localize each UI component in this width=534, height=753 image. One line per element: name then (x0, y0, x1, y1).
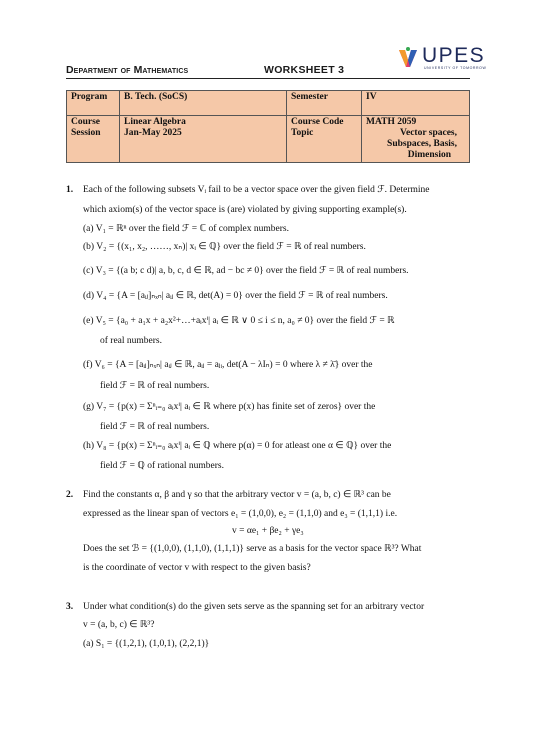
q2-line-1: Find the constants α, β and γ so that the arbitrary vector v = (a, b, c) ∈ ℝ³ can be (83, 490, 391, 500)
semester-value: IV (362, 91, 470, 116)
course-code-value: MATH 2059 (366, 117, 417, 127)
q1-part-c: (c) V₃ = {(a b; c d)| a, b, c, d ∈ ℝ, ad − bc ≠ 0} over the field ℱ = ℝ of real numbers. (83, 266, 409, 276)
course-session-labels (67, 116, 120, 163)
course-label: Course (71, 117, 101, 127)
q1-part-f-line-1: (f) V₆ = {A = [aᵢⱼ]ₙₓₙ| aᵢⱼ ∈ ℝ, aᵢⱼ = aⱼᵢ, det(A − λIₙ) = 0 where λ ≠ λ̄} over the (83, 360, 373, 370)
q1-stem-line-1: Each of the following subsets Vᵢ fail to be a vector space over the given field ℱ. Determine (83, 185, 430, 195)
header-divider (66, 78, 470, 79)
department-title: Department of Mathematics (66, 64, 189, 76)
course-session-values (120, 116, 287, 163)
course-info-table (66, 90, 470, 163)
upes-logo (396, 46, 502, 76)
question-3-number: 3. (66, 602, 74, 612)
upes-logo-mark-icon (396, 46, 420, 70)
q1-part-h-line-1: (h) V₈ = {p(x) = Σⁿᵢ₌₀ aᵢxⁱ| aᵢ ∈ ℚ where p(α) = 0 for atleast one α ∈ ℚ} over the (83, 441, 392, 451)
q1-part-e-line-1: (e) V₅ = {a₀ + a₁x + a₂x²+…+aᵢxⁱ| aᵢ ∈ ℝ ∨ 0 ≤ i ≤ n, a₀ ≠ 0} over the field ℱ = ℝ (83, 316, 395, 326)
logo-tagline: UNIVERSITY OF TOMORROW (424, 66, 487, 70)
course-value: Linear Algebra (124, 117, 186, 127)
q1-part-b: (b) V₂ = {(x₁, x₂, ……, xₙ)| xᵢ ∈ ℚ} over the field ℱ = ℝ of real numbers. (83, 242, 366, 252)
program-label: Program (67, 91, 120, 116)
q2-line-3: Does the set ℬ = {(1,0,0), (1,1,0), (1,1,1)} serve as a basis for the vector space ℝ³? What (83, 544, 422, 554)
q1-part-g-line-1: (g) V₇ = {p(x) = Σⁿᵢ₌₀ aᵢxⁱ| aᵢ ∈ ℝ where p(x) has finite set of zeros} over the (83, 402, 376, 412)
topic-value-1: Vector spaces, (400, 128, 457, 138)
q2-line-2: expressed as the linear span of vectors e₁ = (1,0,0), e₂ = (1,1,0) and e₃ = (1,1,1) i.e. (83, 509, 398, 519)
topic-value-2: Subspaces, Basis, (387, 139, 457, 149)
session-value: Jan-May 2025 (124, 128, 182, 138)
q1-part-f-line-2: field ℱ = ℝ of real numbers. (100, 381, 210, 391)
code-topic-values (362, 116, 470, 163)
q1-stem-line-2: which axiom(s) of the vector space is (are) violated by giving supporting example(s). (83, 205, 407, 215)
table-row (67, 91, 470, 116)
q3-part-a: (a) S₁ = {(1,2,1), (1,0,1), (2,2,1)} (83, 639, 210, 649)
course-code-label: Course Code (291, 117, 344, 127)
q2-equation: v = αe₁ + βe₂ + γe₃ (232, 526, 304, 536)
table-row (67, 116, 470, 163)
q1-part-d: (d) V₄ = {A = [aᵢⱼ]ₙₓₙ| aᵢⱼ ∈ ℝ, det(A) = 0} over the field ℱ = ℝ of real numbers. (83, 291, 388, 301)
q1-part-g-line-2: field ℱ = ℝ of real numbers. (100, 422, 210, 432)
q1-part-h-line-2: field ℱ = ℚ of rational numbers. (100, 461, 224, 471)
code-topic-labels (287, 116, 362, 163)
topic-value-3: Dimension (407, 150, 451, 160)
topic-label: Topic (291, 128, 314, 138)
q3-line-1: Under what condition(s) do the given sets serve as the spanning set for an arbitrary vector (83, 602, 425, 612)
worksheet-title: WORKSHEET 3 (264, 64, 345, 76)
q1-part-a: (a) V₁ = ℝⁿ over the field ℱ = ℂ of complex numbers. (83, 224, 289, 234)
q2-line-4: is the coordinate of vector v with respect to the given basis? (83, 563, 311, 573)
semester-label: Semester (287, 91, 362, 116)
q1-part-e-line-2: of real numbers. (100, 336, 162, 346)
question-1-number: 1. (66, 185, 74, 195)
question-2-number: 2. (66, 490, 74, 500)
logo-text: UPES (422, 44, 486, 67)
program-value: B. Tech. (SoCS) (120, 91, 287, 116)
session-label: Session (71, 128, 101, 138)
q3-line-2: v = (a, b, c) ∈ ℝ³? (83, 620, 155, 630)
